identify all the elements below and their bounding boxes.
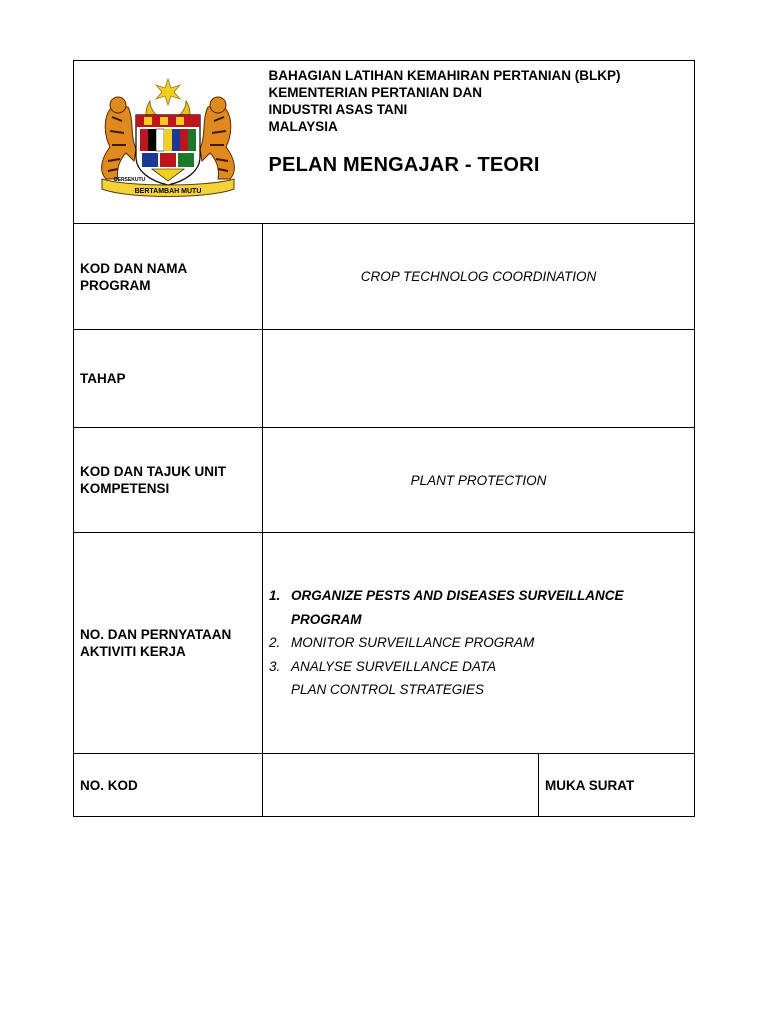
agency-name-line: BAHAGIAN LATIHAN KEMAHIRAN PERTANIAN (BLKP) [268,68,621,83]
coat-of-arms-icon [88,75,248,205]
country-line: MALAYSIA [268,119,338,134]
tahap-label: TAHAP [74,330,263,428]
unit-value[interactable]: PLANT PROTECTION [263,428,695,533]
unit-label: KOD DAN TAJUK UNIT KOMPETENSI [74,428,263,533]
teaching-plan-form [73,60,695,817]
activity-item: 1. ORGANIZE PESTS AND DISEASES SURVEILLANCE PROGRAM [269,588,624,627]
crest-motto-left: BERSEKUTU [114,176,146,183]
tahap-value[interactable] [263,330,695,428]
activities-list[interactable] [263,533,695,754]
document-title: PELAN MENGAJAR - TEORI [268,154,540,176]
ministry-name-line: KEMENTERIAN PERTANIAN DAN [268,85,483,100]
program-value[interactable]: CROP TECHNOLOG COORDINATION [263,224,695,330]
activities-label: NO. DAN PERNYATAAN AKTIVITI KERJA [74,533,263,754]
crest-motto: BERTAMBAH MUTU [134,187,202,195]
kod-label: NO. KOD [74,754,263,817]
kod-value[interactable] [263,754,539,817]
activity-item: PLAN CONTROL STRATEGIES [291,682,485,698]
activity-item: 2. MONITOR SURVEILLANCE PROGRAM [269,635,535,651]
ministry-name-line-2: INDUSTRI ASAS TANI [268,102,408,117]
program-label: KOD DAN NAMA PROGRAM [74,224,263,330]
activity-item: 3. ANALYSE SURVEILLANCE DATA [269,658,497,674]
header-text-cell [263,61,695,224]
page-number-label: MUKA SURAT [539,754,695,817]
crest-cell [74,61,263,224]
